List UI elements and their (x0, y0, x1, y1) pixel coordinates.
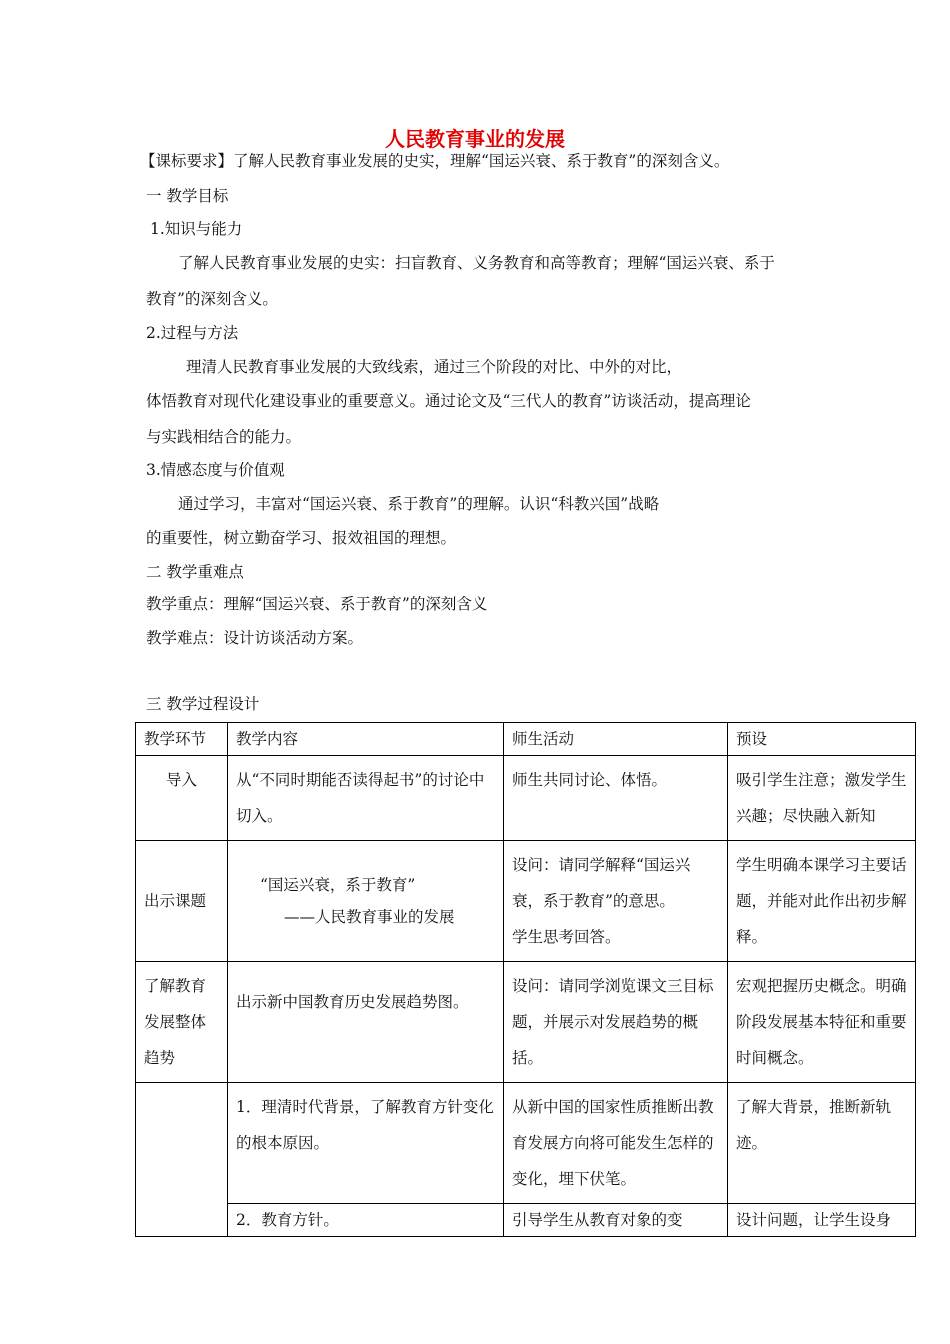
table-cell: 2．教育方针。 (228, 1204, 504, 1237)
cell-text: 设问：请同学解释“国运兴衰，系于教育”的意思。 (512, 856, 691, 910)
table-cell: 1．理清时代背景，了解教育方针变化的根本原因。 (228, 1083, 504, 1204)
knowledge-line-2: 教育”的深刻含义。 (146, 290, 278, 308)
table-cell: 导入 (136, 756, 228, 841)
process-line-1: 理清人民教育事业发展的大致线索，通过三个阶段的对比、中外的对比， (186, 358, 683, 376)
values-line-1: 通过学习，丰富对“国运兴衰、系于教育”的理解。认识“科教兴国”战略 (178, 495, 660, 513)
table-cell: 师生共同讨论、体悟。 (504, 756, 728, 841)
table-cell: 学生明确本课学习主要话题，并能对此作出初步解释。 (728, 841, 916, 962)
values-line-2: 的重要性，树立勤奋学习、报效祖国的理想。 (146, 529, 457, 547)
table-row (136, 962, 916, 1083)
difficult-point: 教学难点：设计访谈活动方案。 (146, 629, 364, 647)
table-cell: 了解大背景，推断新轨迹。 (728, 1083, 916, 1204)
table-row (136, 841, 916, 962)
cell-text: 学生思考回答。 (512, 928, 621, 946)
knowledge-line-1: 了解人民教育事业发展的史实：扫盲教育、义务教育和高等教育；理解“国运兴衰、系于 (178, 254, 775, 272)
curriculum-standard: 【课标要求】了解人民教育事业发展的史实，理解“国运兴衰、系于教育”的深刻含义。 (140, 152, 730, 170)
section-key-points: 二 教学重难点 (146, 563, 244, 581)
section-teaching-goals: 一 教学目标 (146, 187, 229, 205)
table-cell (228, 841, 504, 962)
document-title: 人民教育事业的发展 (385, 127, 565, 151)
process-line-2: 体悟教育对现代化建设事业的重要意义。通过论文及“三代人的教育”访谈活动，提高理论 (146, 392, 751, 410)
header-cell: 教学环节 (136, 723, 228, 756)
key-point: 教学重点：理解“国运兴衰、系于教育”的深刻含义 (146, 595, 488, 613)
table-cell: 了解教育发展整体趋势 (136, 962, 228, 1083)
subsection-process: 2.过程与方法 (146, 324, 239, 342)
table-row (136, 1083, 916, 1204)
table-row (136, 756, 916, 841)
table-cell: 出示新中国教育历史发展趋势图。 (228, 962, 504, 1083)
table-header-row (136, 723, 916, 756)
table-cell: 引导学生从教育对象的变 (504, 1204, 728, 1237)
table-row (136, 1204, 916, 1237)
header-cell: 预设 (728, 723, 916, 756)
section-process-design: 三 教学过程设计 (146, 695, 260, 713)
topic-line-1: “国运兴衰，系于教育” (260, 876, 416, 894)
table-cell (136, 1083, 228, 1237)
process-table (135, 722, 916, 1237)
table-cell: 设问：请同学浏览课文三目标题，并展示对发展趋势的概括。 (504, 962, 728, 1083)
process-line-3: 与实践相结合的能力。 (146, 428, 302, 446)
topic-line-2: ——人民教育事业的发展 (284, 908, 455, 926)
table-cell: 从新中国的国家性质推断出教育发展方向将可能发生怎样的变化，埋下伏笔。 (504, 1083, 728, 1204)
table-cell: 从“不同时期能否读得起书”的讨论中切入。 (228, 756, 504, 841)
table-cell: 宏观把握历史概念。明确阶段发展基本特征和重要时间概念。 (728, 962, 916, 1083)
table-cell-text: 吸引学生注意；激发学生兴趣；尽快融入新知 (736, 771, 907, 825)
table-cell: 出示课题 (136, 841, 228, 962)
table-cell: 设计问题，让学生设身 (728, 1204, 916, 1237)
subsection-values: 3.情感态度与价值观 (146, 461, 285, 479)
header-cell: 师生活动 (504, 723, 728, 756)
subsection-knowledge: 1.知识与能力 (150, 220, 243, 238)
table-cell (728, 756, 916, 841)
header-cell: 教学内容 (228, 723, 504, 756)
table-cell (504, 841, 728, 962)
